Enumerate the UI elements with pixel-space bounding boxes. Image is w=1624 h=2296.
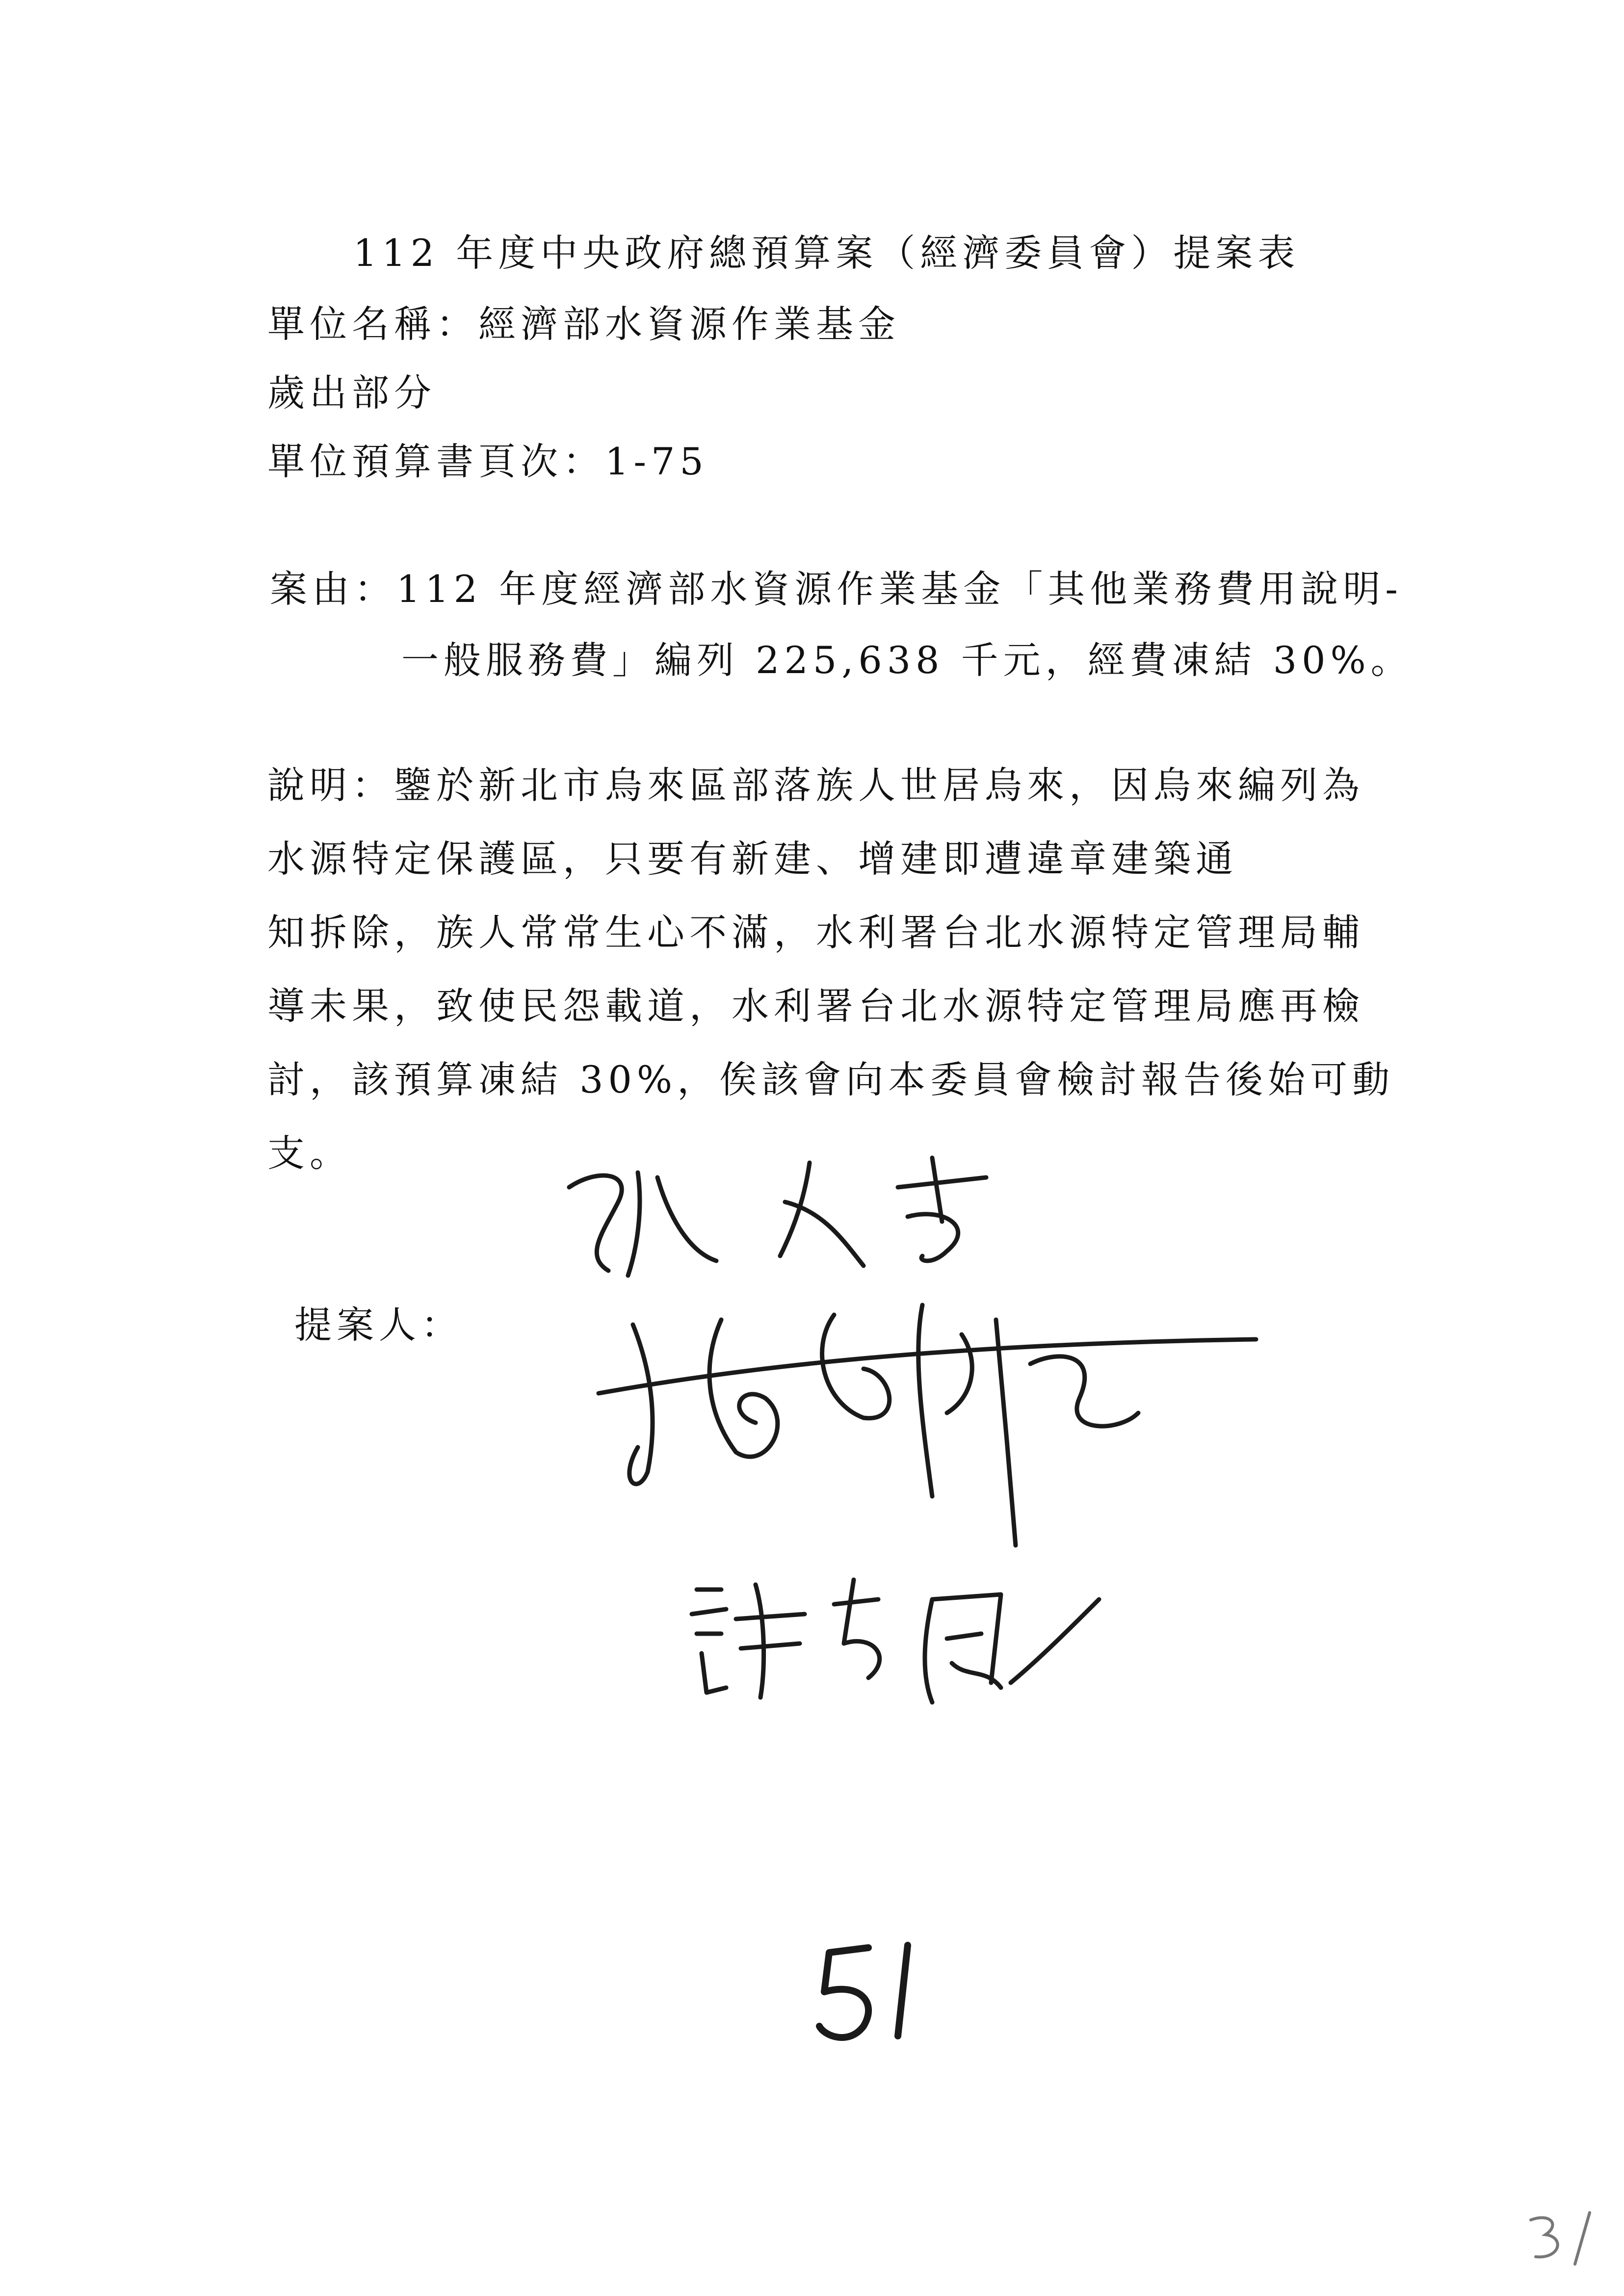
handwritten-signature-3 (692, 1580, 1099, 1702)
explanation-line: 討，該預算凍結 30%，俟該會向本委員會檢討報告後始可動 (267, 1058, 1395, 1101)
handwritten-signature-2 (599, 1305, 1256, 1545)
document-title: 112 年度中央政府總預算案（經濟委員會）提案表 (353, 231, 1300, 275)
explanation-line: 說明：鑒於新北市烏來區部落族人世居烏來，因烏來編列為 (267, 763, 1364, 807)
handwritten-page-number (810, 1938, 957, 2056)
explanation-line: 水源特定保護區，只要有新建、增建即遭違章建築通 (267, 837, 1238, 881)
proposer-label: 提案人： (294, 1303, 463, 1347)
explanation-line: 支。 (267, 1131, 352, 1175)
case-line-1: 案由：112 年度經濟部水資源作業基金「其他業務費用說明- (270, 567, 1403, 611)
handwritten-corner-number (1521, 2208, 1609, 2271)
unit-name: 單位名稱：經濟部水資源作業基金 (267, 302, 900, 346)
section-label: 歲出部分 (267, 371, 436, 415)
handwritten-signature-1 (569, 1158, 986, 1276)
explanation-line: 導未果，致使民怨載道，水利署台北水源特定管理局應再檢 (267, 984, 1364, 1028)
budget-page-reference: 單位預算書頁次：1-75 (267, 440, 708, 483)
case-line-2: 一般服務費」編列 225,638 千元，經費凍結 30%。 (401, 638, 1413, 682)
explanation-line: 知拆除，族人常常生心不滿，水利署台北水源特定管理局輔 (267, 911, 1364, 954)
